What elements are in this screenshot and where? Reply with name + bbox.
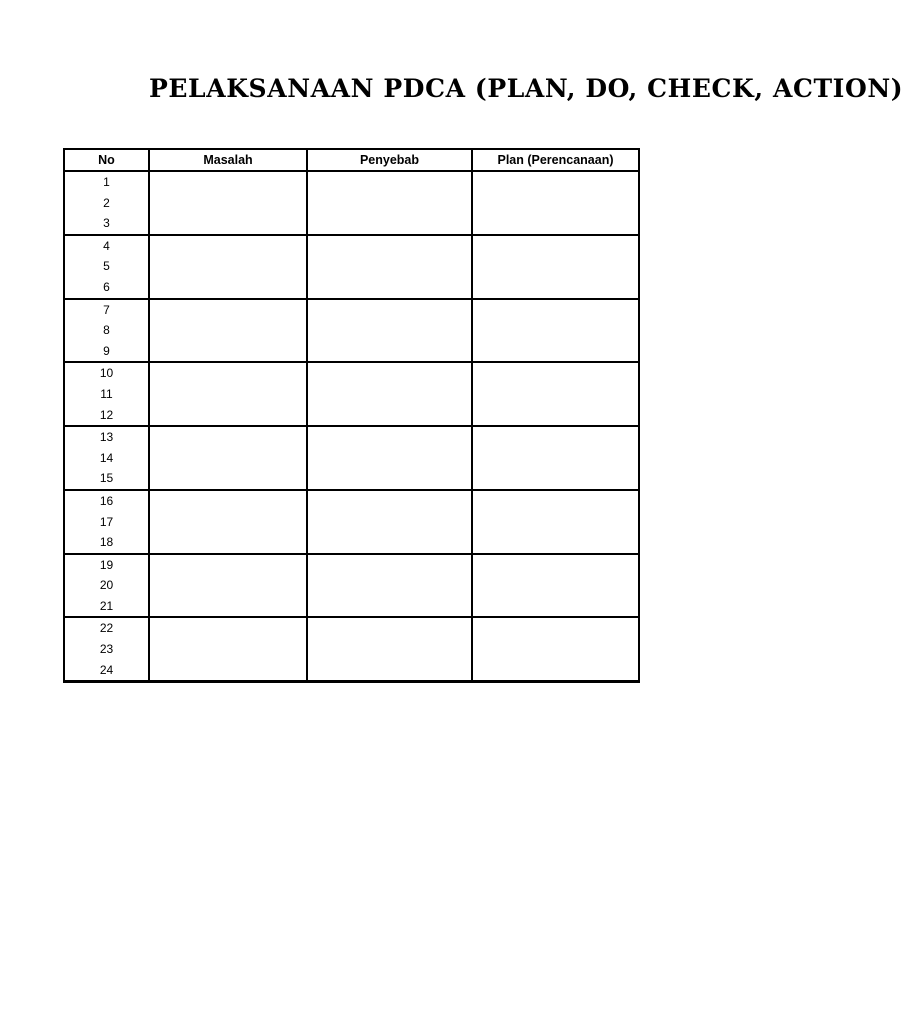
row-number: 18 xyxy=(99,535,114,550)
masalah-cell[interactable] xyxy=(149,171,307,235)
row-number: 4 xyxy=(103,238,110,253)
row-number: 12 xyxy=(99,407,114,422)
row-number: 15 xyxy=(99,471,114,486)
masalah-cell[interactable] xyxy=(149,554,307,618)
row-number: 14 xyxy=(99,450,114,465)
penyebab-cell[interactable] xyxy=(307,362,472,426)
row-number: 2 xyxy=(103,195,110,210)
table-body xyxy=(64,171,639,682)
plan-cell[interactable] xyxy=(472,617,639,681)
masalah-cell[interactable] xyxy=(149,362,307,426)
table-row xyxy=(64,554,639,618)
page-title: PELAKSANAAN PDCA (PLAN, DO, CHECK, ACTION) xyxy=(149,74,903,103)
row-number: 16 xyxy=(99,493,114,508)
plan-cell[interactable] xyxy=(472,426,639,490)
row-number: 9 xyxy=(103,343,110,358)
row-number: 1 xyxy=(103,175,110,189)
plan-cell[interactable] xyxy=(472,299,639,363)
title-area xyxy=(0,68,903,112)
row-number-cell xyxy=(64,426,149,490)
row-number: 8 xyxy=(103,323,110,338)
plan-cell[interactable] xyxy=(472,235,639,299)
row-number-cell xyxy=(64,490,149,554)
penyebab-cell[interactable] xyxy=(307,171,472,235)
row-number-cell xyxy=(64,171,149,235)
table-row xyxy=(64,171,639,235)
masalah-cell[interactable] xyxy=(149,235,307,299)
row-number-cell xyxy=(64,617,149,681)
row-number-cell xyxy=(64,299,149,363)
masalah-cell[interactable] xyxy=(149,426,307,490)
row-number: 3 xyxy=(103,216,110,231)
table-row xyxy=(64,362,639,426)
row-number-cell xyxy=(64,554,149,618)
row-number: 7 xyxy=(103,302,110,317)
row-number: 21 xyxy=(99,598,114,613)
penyebab-cell[interactable] xyxy=(307,426,472,490)
table-row xyxy=(64,490,639,554)
plan-cell[interactable] xyxy=(472,171,639,235)
row-number-cell xyxy=(64,235,149,299)
row-number: 5 xyxy=(103,259,110,274)
row-number: 24 xyxy=(99,662,114,677)
table-row xyxy=(64,617,639,681)
row-number: 17 xyxy=(99,514,114,529)
row-number-cell xyxy=(64,362,149,426)
masalah-cell[interactable] xyxy=(149,299,307,363)
table-row xyxy=(64,426,639,490)
row-number: 6 xyxy=(103,279,110,294)
header-masalah: Masalah xyxy=(149,149,307,171)
row-number: 20 xyxy=(99,578,114,593)
masalah-cell[interactable] xyxy=(149,617,307,681)
penyebab-cell[interactable] xyxy=(307,235,472,299)
plan-cell[interactable] xyxy=(472,490,639,554)
row-number: 19 xyxy=(99,557,114,572)
row-number: 22 xyxy=(99,621,114,636)
row-number: 13 xyxy=(99,430,114,445)
masalah-cell[interactable] xyxy=(149,490,307,554)
row-number: 23 xyxy=(99,642,114,657)
penyebab-cell[interactable] xyxy=(307,554,472,618)
penyebab-cell[interactable] xyxy=(307,617,472,681)
penyebab-cell[interactable] xyxy=(307,299,472,363)
header-plan: Plan (Perencanaan) xyxy=(472,149,639,171)
plan-cell[interactable] xyxy=(472,554,639,618)
row-number: 10 xyxy=(99,366,114,381)
penyebab-cell[interactable] xyxy=(307,490,472,554)
plan-cell[interactable] xyxy=(472,362,639,426)
table-row xyxy=(64,235,639,299)
header-row xyxy=(64,149,639,171)
pdca-table xyxy=(63,148,640,683)
header-no: No xyxy=(64,149,149,171)
row-number: 11 xyxy=(100,386,113,401)
table-row xyxy=(64,299,639,363)
header-penyebab: Penyebab xyxy=(307,149,472,171)
